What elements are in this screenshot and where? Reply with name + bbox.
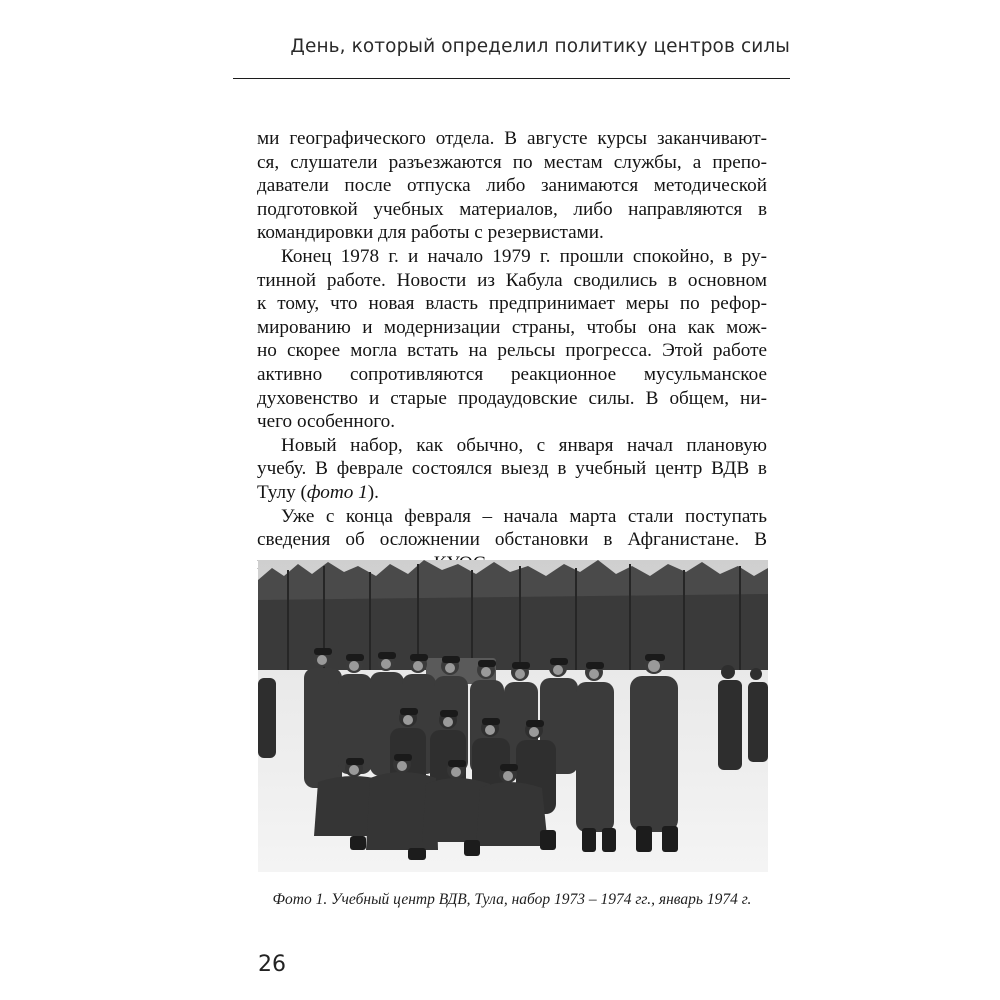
text-line: тинной работе. Новости из Кабула сводились в основном xyxy=(257,269,767,291)
text-line: активно сопротивляются реакционное мусульманское xyxy=(257,363,767,385)
text-line xyxy=(257,481,767,505)
text-segment: Тулу ( xyxy=(257,481,307,503)
text-line: командировки для работы с резервистами. xyxy=(257,222,604,244)
running-head: День, который определил политику центров силы xyxy=(290,36,790,57)
body-text xyxy=(257,127,767,575)
text-line: ся, слушатели разъезжаются по местам службы, а препо- xyxy=(257,151,767,173)
text-line: подготовкой учебных материалов, либо направляются в xyxy=(257,198,767,220)
text-line: к тому, что новая власть предпринимает меры по рефор- xyxy=(257,293,767,315)
text-line: Конец 1978 г. и начало 1979 г. прошли спокойно, в ру- xyxy=(281,245,767,267)
group-photo xyxy=(258,560,768,872)
text-line: сведения об осложнении обстановки в Афганистане. В xyxy=(257,529,767,551)
header-rule xyxy=(233,78,790,79)
text-segment: ). xyxy=(367,481,379,503)
text-line: ми географического отдела. В августе курсы заканчивают- xyxy=(257,128,767,149)
text-line: Уже с конца февраля – начала марта стали поступать xyxy=(281,505,767,527)
text-line: мированию и модернизации страны, чтобы она как мож- xyxy=(257,316,767,338)
page-number: 26 xyxy=(258,952,286,977)
photo-reference: фото 1 xyxy=(306,481,368,503)
text-line: чего особенного. xyxy=(257,411,396,433)
text-line: учебу. В феврале состоялся выезд в учебный центр ВДВ в xyxy=(257,458,767,480)
text-line: но скорее могла встать на рельсы прогресса. Этой работе xyxy=(257,340,767,362)
text-line: Новый набор, как обычно, с января начал плановую xyxy=(281,434,767,456)
photo-caption: Фото 1. Учебный центр ВДВ, Тула, набор 1973 – 1974 гг., январь 1974 г. xyxy=(272,891,752,908)
text-line: даватели после отпуска либо занимаются методической xyxy=(257,175,767,197)
text-line: духовенство и старые продаудовские силы. В общем, ни- xyxy=(257,387,767,409)
